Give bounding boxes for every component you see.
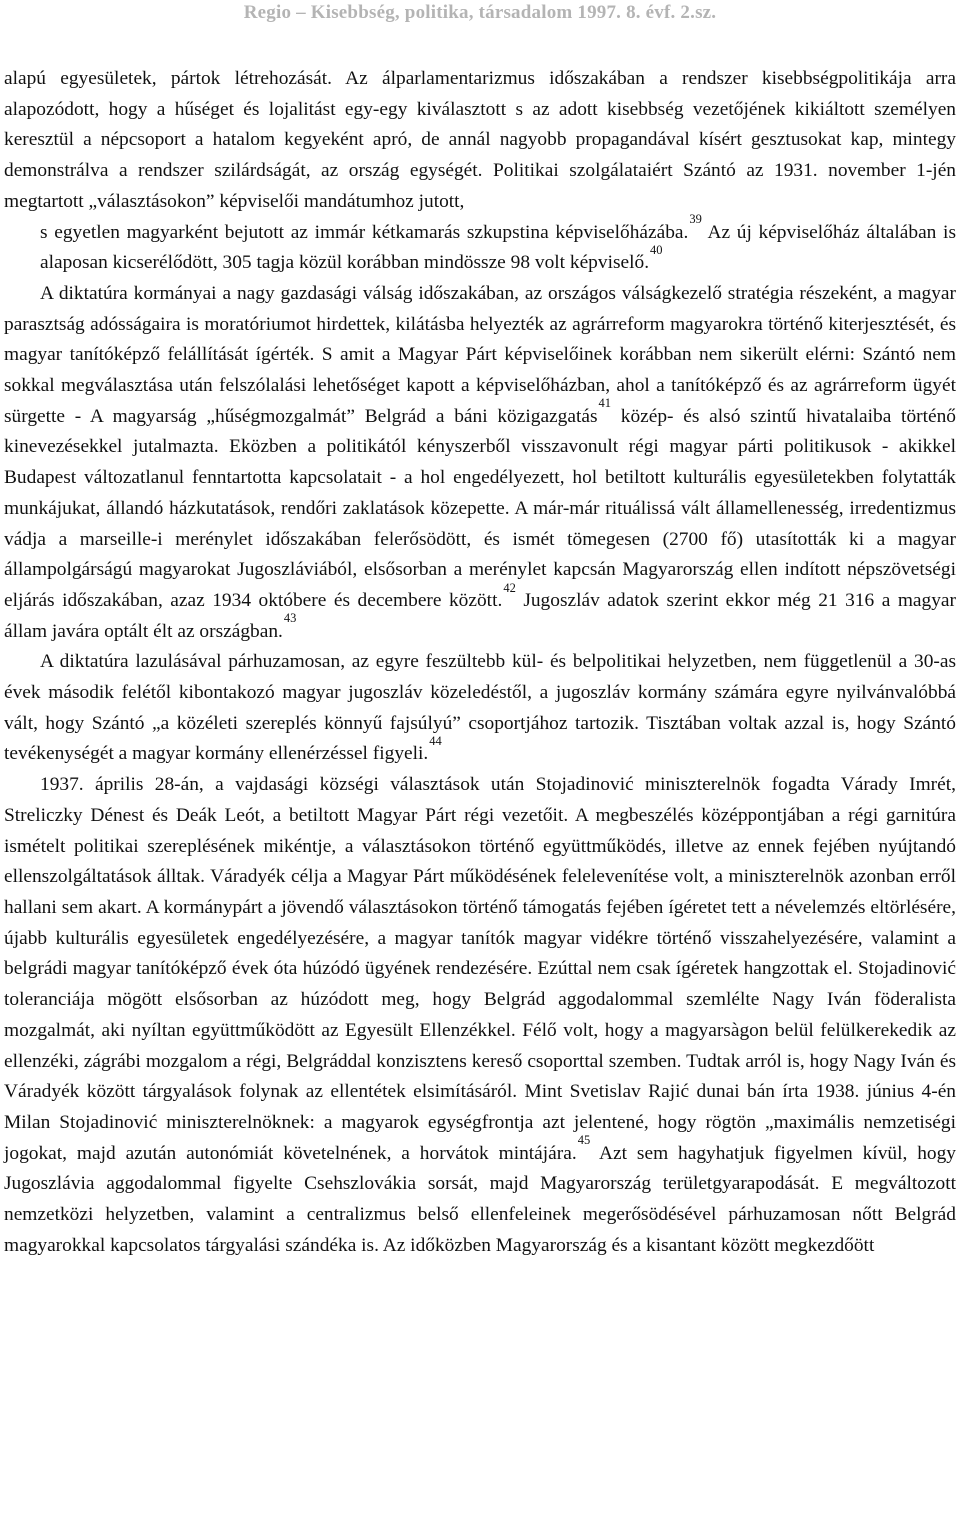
running-header: Regio – Kisebbség, politika, társadalom 1997. 8. évf. 2.sz. [243, 2, 717, 23]
paragraph-text-segment: s egyetlen magyarként bejutott az immár kétkamarás szkupstina képviselőházába. [40, 221, 689, 243]
paragraph-2 [4, 279, 956, 647]
footnote-ref-39[interactable]: 39 [689, 212, 702, 227]
footnote-ref-43[interactable]: 43 [283, 611, 297, 626]
footnote-ref-45[interactable]: 45 [577, 1133, 591, 1148]
paragraph-text-segment: A diktatúra kormányai a nagy gazdasági válság időszakában, az országos válságkezelő stratégia részeként, a magyar parasztság adósságaira is moratóriumot hirdettek, kilátásba helyezték az agrárreform magyarokra történő kiterjesztését, és magyar tanítóképző felállítását ígérték. S amit a Magyar Párt képviselőinek korábban nem sikerült elérni: Szántó nem sokkal megválasztása után felszólalási lehetőséget kapott a képviselőházban, ahol a tanítóképző és az agrárreform ügyét sürgette - A magyarság „hűségmozgalmát” Belgrád a báni közigazgatás [4, 282, 956, 427]
paragraph-text-segment: 1937. április 28-án, a vajdasági községi választások után Stojadinović miniszterelnök fogadta Várady Imrét, Streliczky Dénest és Deák Leót, a betiltott Magyar Párt régi vezetőit. A megbeszélés középpontjában a régi garnitúra ismételt politikai szereplésének mikéntje, a választásokon történő együttműködés, illetve az ennek fejében nyújtandó ellenszolgáltatások álltak. Váradyék célja a Magyar Párt működésének felelevenítése volt, a miniszterelnök azonban erről hallani sem akart. A kormánypárt a jövendő választásokon történő támogatás fejében ígéretet tett a névelemzés eltörlésére, újabb kulturális egyesületek engedélyezésére, a magyar tanítók magyar vidékre történő visszahelyezésére, valamint a belgrádi magyar tanítóképző évek óta húzódó ügyének rendezésére. Ezúttal nem csak ígéretek hangzottak el. Stojadinović toleranciája mögött elsősorban az húzódott meg, hogy Belgrád aggodalommal szemlélte Nagy Iván föderalista mozgalmát, aki nyíltan együttműködött az Egyesült Ellenzékkel. Félő volt, hogy a magyarsàgon belül felülkerekedik az ellenzéki, zágrábi mozgalom a régi, Belgráddal konzisztens kereső csoporttal szemben. Tudtak arról is, hogy Nagy Iván és Váradyék között tárgyalások folynak az ellentétek elsimításáról. Mint Svetislav Rajić dunai bán írta 1938. június 4-én Milan Stojadinović miniszterelnöknek: a magyarok egységfrontja azt jelentené, hogy rögtön „maximális nemzetiségi jogokat, majd azután autonómiát követelnének, a horvátok mintájára. [4, 774, 956, 1164]
paragraph-text-segment: Az új képviselőház általában is alaposan kicserélődött, 305 tagja közül korábban mindössze 98 volt képviselő. [40, 221, 956, 274]
paragraph-text-segment: Azt sem hagyhatjuk figyelmen kívül, hogy Jugoszlávia aggodalommal figyelte Csehszlovákia sorsát, majd Magyarország területgyarapodását. E megváltozott nemzetközi helyzetben, valamint a centralizmus belső ellenfeleinek megerősödésével párhuzamosan nőtt Belgrád magyarokkal kapcsolatos tárgyalási szándéka is. Az időközben Magyarország és a kisantant között megkezdőött [4, 1142, 956, 1256]
footnote-ref-44[interactable]: 44 [429, 734, 442, 749]
paragraph-1 [4, 64, 956, 279]
footnote-ref-40[interactable]: 40 [650, 242, 663, 257]
paragraph-text [4, 212, 956, 279]
paragraph-4 [4, 770, 956, 1261]
paragraph-text: alapú egyesületek, pártok létrehozását. Az álparlamentarizmus időszakában a rendszer kisebbségpolitikája arra alapozódott, hogy a hűséget és lojalitást egy-egy kiválasztott s az adott kisebbség vezetőjének kikiáltott személyen keresztül a népcsoport a hatalom kegyeként apró, de annál nagyobb propagandával kísért gesztusokat kap, mintegy demonstrálva a rendszer szilárdságát, az ország egységét. Politikai szolgálataiért Szántó az 1931. november 1-jén megtartott „választásokon” képviselői mandátumhoz jutott, [4, 68, 956, 212]
footnote-ref-41[interactable]: 41 [598, 396, 611, 411]
paragraph-text-segment: Jugoszláv adatok szerint ekkor még 21 316 a magyar állam javára optált élt az országban. [4, 589, 956, 642]
paragraph-text-segment: közép- és alsó szintű hivatalaiba történő kinevezésekkel jutalmazta. Eközben a politikától kényszerből visszavonult régi magyar párti politikusok - akikkel Budapest változatlanul fenntartotta kapcsolatait - a hol engedélyezett, hol betiltott kulturális egyesületekben folytatták munkájukat, állandó házkutatások, rendőri zaklatások közepette. A már-már rituálissá vált államellenesség, irredentizmus vádja a marseille-i merénylet időszakában felerősödött, és ismét tömegesen (2700 fő) utasították ki a magyar állampolgárságú magyarokat Jugoszláviából, elsősorban a merénylet kapcsán Magyarország ellen indított népszövetségi eljárás időszakában, azaz 1934 októbere és decembere között. [4, 405, 956, 611]
article-body [4, 64, 956, 1261]
footnote-ref-42[interactable]: 42 [503, 580, 516, 595]
paragraph-text-segment: A diktatúra lazulásával párhuzamosan, az egyre feszültebb kül- és belpolitikai helyzetben, nem függetlenül a 30-as évek második felétől kibontakozó magyar jugoszláv közeledéstől, a jugoszláv kormány számára egyre nyilvánvalóbbá vált, hogy Szántó „a közéleti szereplés könnyű fajsúlyú” csoportjához tartozik. Tisztában voltak azzal is, hogy Szántó tevékenységét a magyar kormány ellenérzéssel figyeli. [4, 651, 956, 765]
paragraph-3 [4, 647, 956, 770]
